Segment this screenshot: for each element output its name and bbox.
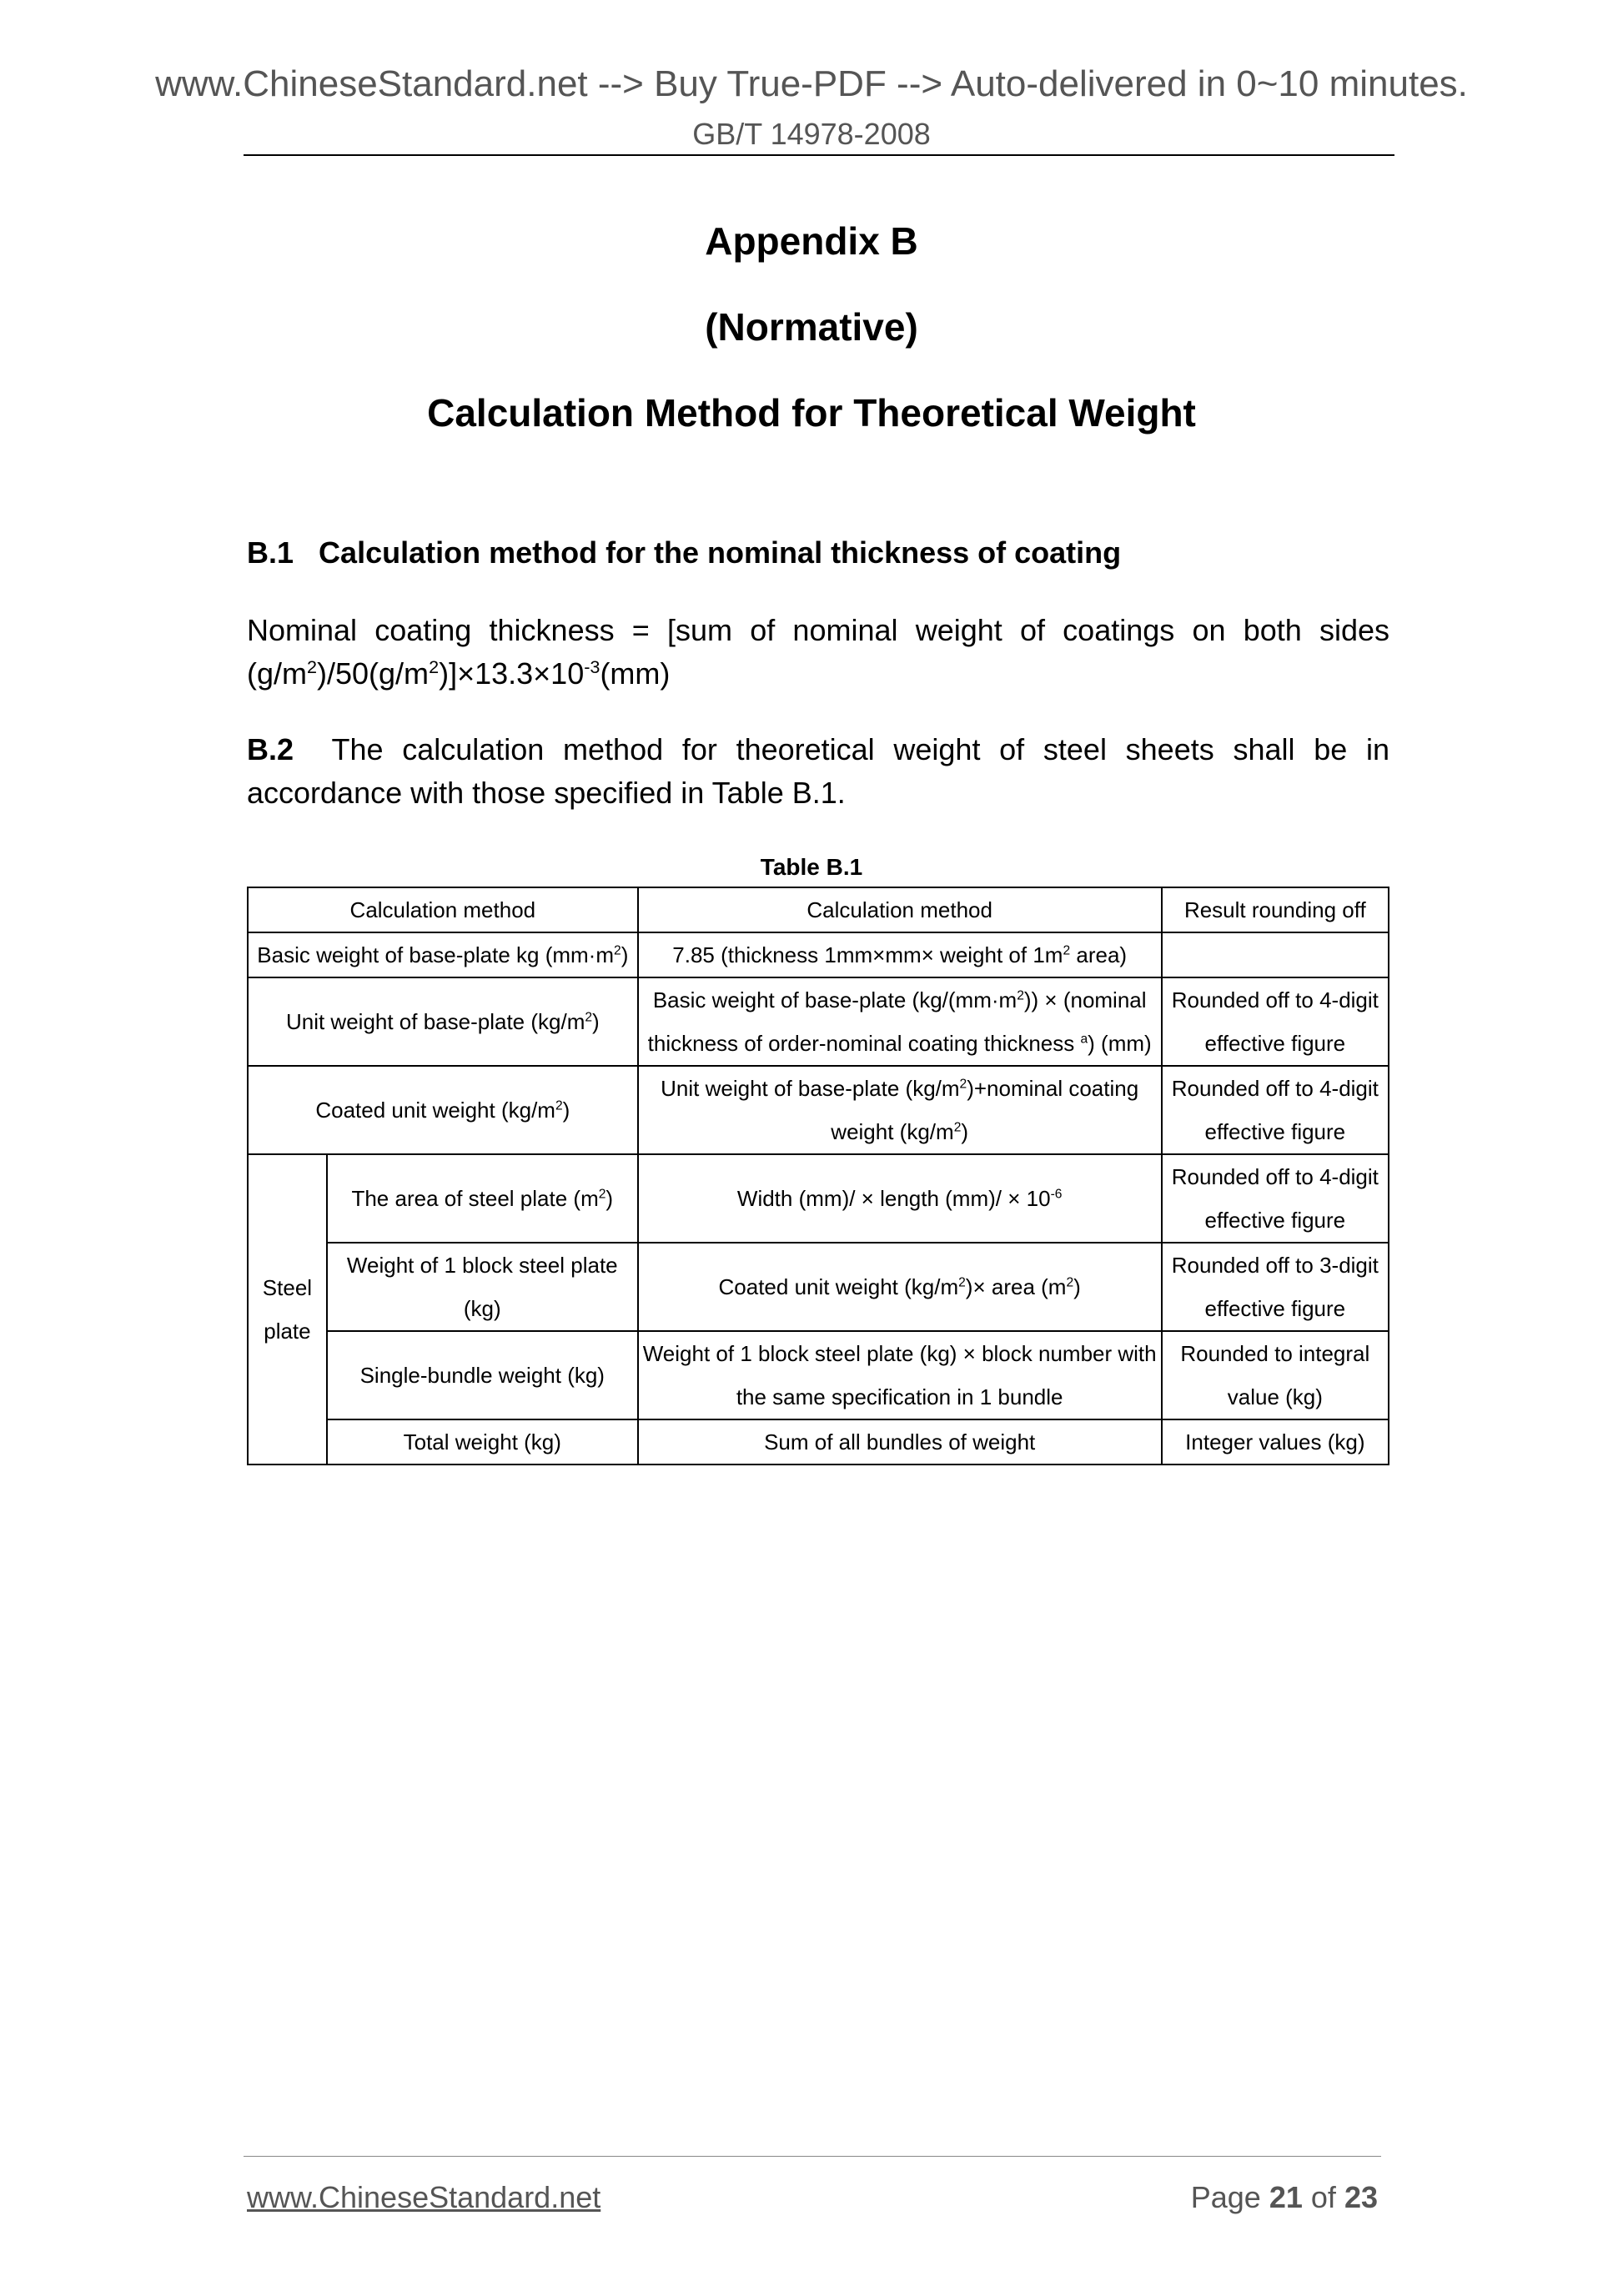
table-cell: Single-bundle weight (kg) (327, 1331, 638, 1419)
table-row (248, 1243, 1389, 1331)
table-cell: The area of steel plate $(m^2)$ (327, 1154, 638, 1243)
formula-line-1: Nominal coating thickness = [sum of nominal weight of coatings on both sides (247, 613, 1389, 647)
table-cell: Rounded off to 4-digit effective figure (1162, 1154, 1389, 1243)
table-cell: 7.85 (thickness 1mm×mm× weight of $1m^2$ area) (638, 932, 1162, 977)
table-cell: Rounded off to 4-digit effective figure (1162, 977, 1389, 1066)
table-header-row (248, 887, 1389, 932)
footer-site-link[interactable]: www.ChineseStandard.net (247, 2180, 601, 2214)
page-number: Page 21 of 23 (1190, 2180, 1378, 2214)
header-cell: Calculation method (248, 887, 638, 932)
table-cell: Coated unit weight $(kg/m^2)$ (248, 1066, 638, 1154)
formula-line-2: $(g/m^2)/50(g/m^2)]\times 13.3\times 10^{-3}(mm)$ (247, 656, 671, 691)
appendix-title: Appendix B (705, 219, 918, 263)
table-cell (1162, 932, 1389, 977)
header-divider (244, 154, 1394, 156)
header-banner: www.ChineseStandard.net --> Buy True-PDF --> Auto-delivered in 0~10 minutes. (155, 63, 1468, 104)
table-caption: Table B.1 (760, 854, 863, 880)
section-b1-formula (247, 609, 1389, 696)
table-row (248, 977, 1389, 1066)
table-cell: Unit weight of base-plate $(kg/m^2)$ (248, 977, 638, 1066)
table-b1 (247, 887, 1389, 1465)
table-cell: Basic weight of base-plate $(kg/(mm\cdot m^2))$ × (nominal thickness of order-nominal coating thickness $^a$) (mm) (638, 977, 1162, 1066)
footer-divider (244, 2156, 1381, 2157)
section-b1-number: B.1 (247, 535, 294, 570)
table-row (248, 1154, 1389, 1243)
section-b2 (247, 728, 1389, 815)
appendix-type: (Normative) (705, 305, 918, 349)
table-row (248, 1419, 1389, 1465)
table-cell: Unit weight of base-plate $(kg/m^2)+nominal$ coating weight $(kg/m^2)$ (638, 1066, 1162, 1154)
steel-plate-group-label: Steel plate (248, 1154, 327, 1465)
table-cell: Width (mm)/ × length $(mm)/ \times 10^{-6}$ (638, 1154, 1162, 1243)
section-b2-number: B.2 (247, 732, 294, 766)
table-cell: Sum of all bundles of weight (638, 1419, 1162, 1465)
table-row (248, 932, 1389, 977)
table-cell: Coated unit weight $(kg/m^2)\times$ area $(m^2)$ (638, 1243, 1162, 1331)
table-row (248, 1066, 1389, 1154)
header-cell: Calculation method (638, 887, 1162, 932)
table-cell: Weight of 1 block steel plate (kg) × block number with the same specification in 1 bundle (638, 1331, 1162, 1419)
section-b1-title: Calculation method for the nominal thickness of coating (319, 535, 1122, 570)
table-cell: Integer values (kg) (1162, 1419, 1389, 1465)
table-cell: Rounded off to 3-digit effective figure (1162, 1243, 1389, 1331)
header-cell: Result rounding off (1162, 887, 1389, 932)
standard-number: GB/T 14978-2008 (692, 117, 931, 151)
section-b2-line-1: B.2 The calculation method for theoretical weight of steel sheets shall be in (247, 732, 1389, 766)
table-cell: Basic weight of base-plate kg $(mm\cdot m^2)$ (248, 932, 638, 977)
table-cell: Rounded off to 4-digit effective figure (1162, 1066, 1389, 1154)
table-cell: Total weight (kg) (327, 1419, 638, 1465)
section-b1-heading (247, 535, 1121, 570)
table-row (248, 1331, 1389, 1419)
table-cell: Weight of 1 block steel plate (kg) (327, 1243, 638, 1331)
table-cell: Rounded to integral value (kg) (1162, 1331, 1389, 1419)
section-b2-line-2: accordance with those specified in Table B.1. (247, 776, 846, 810)
appendix-subtitle: Calculation Method for Theoretical Weight (427, 391, 1196, 435)
